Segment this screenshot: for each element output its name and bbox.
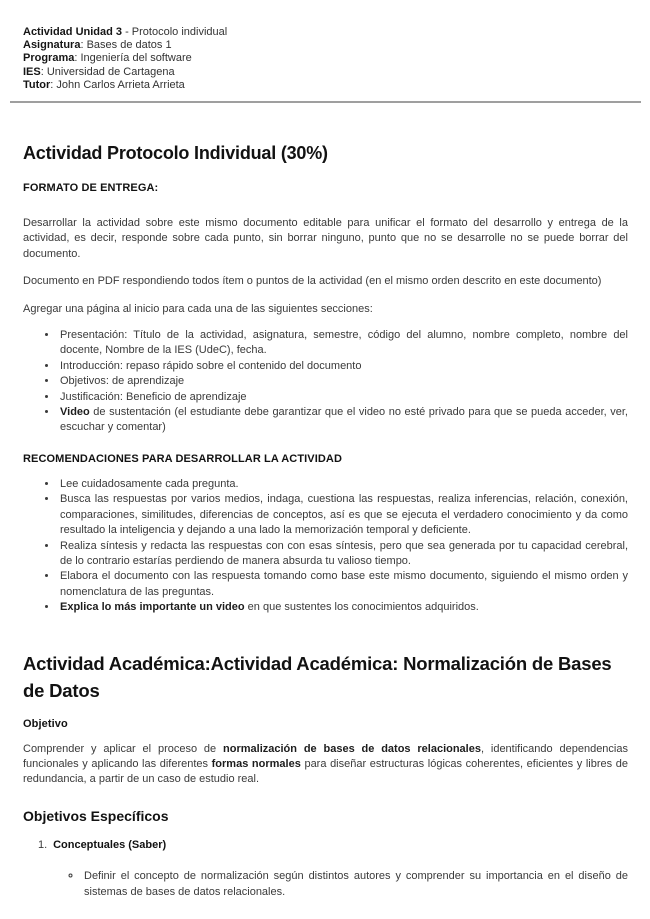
item-label: Conceptuales (Saber) bbox=[53, 838, 167, 851]
list-item-text: Elabora el documento con las respuesta tomando como base este mismo documento, siguiendo el mismo orden y nomenclatura de las preguntas. bbox=[60, 570, 628, 598]
list-item-text: Busca las respuestas por varios medios, indaga, cuestiona las respuestas, realiza inferencias, relación, conexión, comparaciones, similitudes, diferencias de conceptos, así es que se ejecuta el verdadero conocimiento y da como resultado la inteligencia y dejando a una lado la memorización temporal y deficiente. bbox=[60, 493, 628, 537]
horizontal-divider bbox=[10, 101, 641, 103]
header-value: : Ingeniería del software bbox=[74, 52, 192, 65]
paragraph-bold: formas normales bbox=[211, 757, 301, 770]
list-item bbox=[58, 492, 628, 538]
list-item-bold: Video bbox=[60, 406, 90, 419]
list-item-text: Justificación: Beneficio de aprendizaje bbox=[60, 390, 247, 403]
numbered-item bbox=[38, 838, 628, 900]
header-value: : John Carlos Arrieta Arrieta bbox=[50, 78, 185, 91]
list-item-text: de sustentación (el estudiante debe garantizar que el video no esté privado para que se pueda acceder, ver, escuchar y comentar) bbox=[60, 406, 628, 434]
header-value: : Universidad de Cartagena bbox=[40, 65, 175, 78]
list-item bbox=[58, 359, 628, 374]
list-item-bold: Explica lo más importante un video bbox=[60, 601, 245, 614]
list-item bbox=[58, 405, 628, 436]
list-item-text: Presentación: Título de la actividad, asignatura, semestre, código del alumno, nombre completo, nombre del docente, Nombre de la IES (UdeC), fecha. bbox=[60, 329, 628, 357]
page-title: Actividad Protocolo Individual (30%) bbox=[23, 143, 328, 164]
header-line-programa bbox=[23, 52, 628, 65]
recomendaciones-heading: RECOMENDACIONES PARA DESARROLLAR LA ACTIVIDAD bbox=[23, 452, 343, 465]
objetivos-numbered-list bbox=[23, 838, 628, 900]
recomendaciones-list bbox=[23, 477, 628, 616]
header-label: Actividad Unidad 3 bbox=[23, 26, 123, 38]
paragraph-text: para diseñar estructuras lógicas coherentes, eficientes y libres de redundancia, a partir de un caso de estudio real. bbox=[23, 757, 628, 786]
list-item-text: en que sustentes los conocimientos adquiridos. bbox=[244, 601, 479, 614]
header-line-tutor bbox=[23, 79, 628, 92]
list-item bbox=[58, 569, 628, 600]
list-item-text: Objetivos: de aprendizaje bbox=[60, 375, 185, 388]
academica-title: Actividad Académica:Actividad Académica: Normalización de Bases de Datos bbox=[23, 652, 612, 701]
list-item bbox=[58, 600, 628, 615]
objetivos-especificos-heading: Objetivos Específicos bbox=[23, 807, 169, 824]
paragraph-text: Comprender y aplicar el proceso de bbox=[23, 742, 224, 755]
list-item bbox=[58, 477, 628, 492]
formato-paragraph-2: Documento en PDF respondiendo todos ítem o puntos de la actividad (en el mismo orden descrito en este documento) bbox=[23, 275, 602, 288]
sub-bullet-list bbox=[38, 869, 628, 900]
formato-heading: FORMATO DE ENTREGA: bbox=[23, 182, 159, 195]
objetivo-paragraph bbox=[23, 742, 628, 788]
list-item-text: Introducción: repaso rápido sobre el contenido del documento bbox=[60, 359, 362, 372]
header-line-activity bbox=[23, 26, 628, 39]
list-item bbox=[58, 374, 628, 389]
doc-header bbox=[23, 26, 628, 92]
formato-paragraph-1: Desarrollar la actividad sobre este mismo documento editable para unificar el formato del desarrollo y entrega de la actividad, es decir, responde sobre cada punto, sin borrar ninguno, punto que no se desarrolle no se puede borrar del documento. bbox=[23, 217, 628, 260]
header-label: Tutor bbox=[23, 78, 51, 91]
paragraph-text: , identificando dependencias funcionales y aplicando las diferentes bbox=[23, 742, 628, 770]
header-line-ies bbox=[23, 66, 628, 79]
objetivo-heading: Objetivo bbox=[23, 717, 68, 730]
header-value: - Protocolo individual bbox=[122, 26, 228, 38]
sub-list-item: ◦ Definir el concepto de normalización según distintos autores y comprender su importancia en el diseño de sistemas de bases de datos relacionales. bbox=[82, 869, 628, 900]
secciones-list bbox=[23, 328, 628, 436]
paragraph-bold: normalización de bases de datos relacionales bbox=[223, 742, 481, 755]
header-label: IES bbox=[23, 65, 41, 78]
list-item bbox=[58, 328, 628, 359]
item-number: 1. bbox=[38, 838, 48, 851]
header-label: Programa bbox=[23, 52, 75, 65]
list-item-text: Realiza síntesis y redacta las respuestas con con esas síntesis, pero que sea generada por tu capacidad cerebral, de lo contrario estarías perdiendo de manera absurda tu valioso tiempo. bbox=[60, 539, 628, 567]
list-item bbox=[58, 539, 628, 570]
header-label: Asignatura bbox=[23, 39, 81, 52]
list-item-text: Lee cuidadosamente cada pregunta. bbox=[60, 477, 239, 490]
header-value: : Bases de datos 1 bbox=[80, 39, 172, 52]
header-line-asignatura bbox=[23, 39, 628, 52]
list-item bbox=[58, 390, 628, 405]
formato-paragraph-3: Agregar una página al inicio para cada una de las siguientes secciones: bbox=[23, 302, 373, 315]
